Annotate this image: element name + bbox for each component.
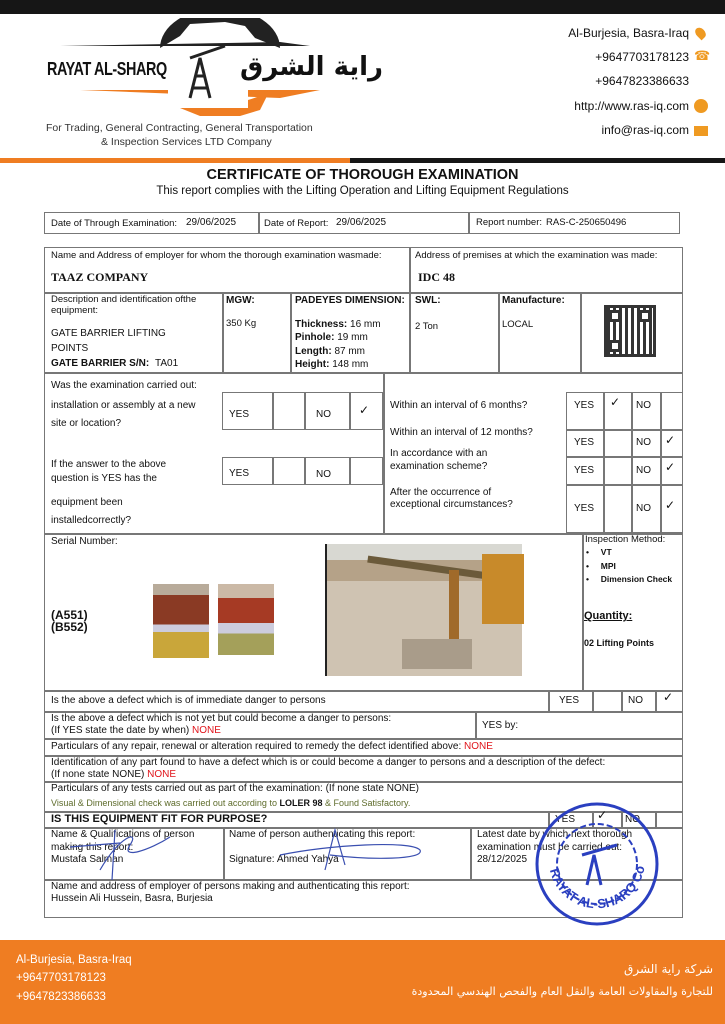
serial-number-label: GATE BARRIER S/N: bbox=[51, 358, 150, 369]
authenticator-signature: Signature: Ahmed Yahya bbox=[229, 854, 339, 865]
immediate-yes: YES bbox=[559, 695, 580, 706]
identification-label-2 bbox=[51, 769, 176, 781]
identification-value: NONE bbox=[147, 769, 177, 780]
immediate-no-checkbox[interactable]: ✓ bbox=[663, 690, 674, 704]
serial-2: (B552) bbox=[51, 620, 88, 634]
report-date-label: Date of Report: bbox=[264, 218, 329, 229]
manufacture-label: Manufacture: bbox=[502, 295, 565, 306]
inspection-method-2: • MPI bbox=[586, 561, 616, 571]
r4-yes: YES bbox=[574, 503, 595, 514]
grid-line bbox=[548, 690, 550, 711]
height bbox=[295, 359, 368, 371]
report-number-value: RAS-C-250650496 bbox=[546, 217, 627, 228]
logo-text-en: RAYAT AL-SHARQ bbox=[47, 59, 167, 79]
r3-no: NO bbox=[636, 465, 651, 476]
swl-label: SWL: bbox=[415, 295, 441, 306]
carried-out-label: Was the examination carried out: bbox=[51, 380, 197, 391]
r4-no: NO bbox=[636, 503, 651, 514]
q1-yes: YES bbox=[229, 409, 250, 420]
employer-value: TAAZ COMPANY bbox=[51, 270, 149, 284]
col-line bbox=[383, 372, 385, 533]
description-label: Description and identification ofthe equipment: bbox=[51, 294, 197, 316]
serial-number-value: TA01 bbox=[155, 358, 179, 369]
padeyes-label: PADEYES DIMENSION: bbox=[295, 295, 405, 306]
method-vt: VT bbox=[600, 547, 612, 557]
question-2-line-2: question is YES has the bbox=[51, 473, 157, 484]
next-exam-date: 28/12/2025 bbox=[477, 854, 528, 865]
grid-line bbox=[272, 392, 274, 430]
maker-label-2: making this report: bbox=[51, 842, 134, 853]
r1-yes-checkbox[interactable]: ✓ bbox=[610, 395, 621, 409]
gate-barrier-photo bbox=[325, 544, 522, 676]
tests-standard: LOLER 98 bbox=[279, 798, 323, 808]
scheme-label-1: In accordance with an bbox=[390, 448, 488, 459]
grid-line bbox=[272, 457, 274, 485]
manufacture-value: LOCAL bbox=[502, 319, 534, 330]
top-bar bbox=[0, 0, 725, 14]
col-line bbox=[409, 247, 411, 372]
col-line bbox=[475, 711, 477, 738]
serial-1: (A551) bbox=[51, 608, 88, 622]
tests-value bbox=[51, 797, 410, 809]
q2-no: NO bbox=[316, 469, 331, 480]
grid-line bbox=[592, 690, 594, 711]
padeye-photo-a551 bbox=[153, 584, 209, 658]
grid-line bbox=[304, 457, 306, 485]
exam-date-label: Date of Through Examination: bbox=[51, 218, 178, 229]
footer-address: Al-Burjesia, Basra-Iraq bbox=[16, 954, 132, 966]
fit-no: NO bbox=[625, 814, 640, 825]
fit-for-purpose-label: IS THIS EQUIPMENT FIT FOR PURPOSE? bbox=[51, 813, 268, 825]
r4-no-checkbox[interactable]: ✓ bbox=[665, 498, 676, 512]
svg-text:RAYAT AL-SHARQ Co. bbox=[532, 800, 648, 911]
length-label: Length: bbox=[295, 346, 332, 357]
employer-label: Name and Address of employer for whom the thorough examination wasmade: bbox=[51, 250, 382, 261]
stamp-text: RAYAT AL-SHARQ Co bbox=[546, 864, 648, 912]
company-logo bbox=[40, 18, 384, 118]
height-label: Height: bbox=[295, 359, 330, 370]
inspection-method-3: • Dimension Check bbox=[586, 574, 673, 584]
email-icon bbox=[694, 126, 708, 136]
col-line bbox=[223, 827, 225, 879]
page-subtitle: This report complies with the Lifting Operation and Lifting Equipment Regulations bbox=[156, 185, 569, 197]
col-line bbox=[498, 292, 500, 372]
repair-label bbox=[51, 741, 493, 753]
yes-by-label: YES by: bbox=[482, 720, 519, 731]
grid-line bbox=[304, 392, 306, 430]
page-title: CERTIFICATE OF THOROUGH EXAMINATION bbox=[206, 167, 519, 183]
method-mpi: MPI bbox=[600, 561, 616, 571]
r3-yes: YES bbox=[574, 465, 595, 476]
inspection-method-label: Inspection Method: bbox=[585, 534, 666, 545]
fit-yes: YES bbox=[555, 814, 576, 825]
qr-code[interactable] bbox=[604, 305, 656, 357]
q1-no: NO bbox=[316, 409, 331, 420]
r1-yes: YES bbox=[574, 400, 595, 411]
grid-line bbox=[631, 392, 633, 533]
grid-line bbox=[621, 690, 623, 711]
thickness-value: 16 mm bbox=[350, 319, 381, 330]
exceptional-label-2: exceptional circumstances? bbox=[390, 499, 513, 510]
immediate-no: NO bbox=[628, 695, 643, 706]
row-line bbox=[44, 372, 683, 374]
header-address: Al-Burjesia, Basra-Iraq bbox=[568, 26, 689, 40]
col-line bbox=[470, 827, 472, 879]
premises-label: Address of premises at which the examination was made: bbox=[415, 250, 658, 261]
logo-text-ar: راية الشرق bbox=[240, 52, 384, 82]
footer-phone-1: +9647703178123 bbox=[16, 972, 106, 984]
question-2-line-1: If the answer to the above bbox=[51, 459, 167, 470]
maker-label-1: Name & Qualifications of person bbox=[51, 829, 195, 840]
premises-value: IDC 48 bbox=[418, 270, 456, 284]
row-line bbox=[44, 738, 683, 740]
tests-text-a: Visual & Dimensional check was carried out according to bbox=[51, 798, 277, 808]
phone-icon: ☎ bbox=[694, 49, 711, 64]
pinhole bbox=[295, 332, 368, 344]
next-exam-label-1: Latest date by which next thorough bbox=[477, 829, 633, 840]
scheme-label-2: examination scheme? bbox=[390, 461, 488, 472]
authenticator-label: Name of person authenticating this report: bbox=[229, 829, 416, 840]
grid-line bbox=[566, 429, 683, 431]
could-become-value: NONE bbox=[192, 725, 221, 736]
inspection-method-1: • VT bbox=[586, 547, 612, 557]
identification-hint: (If none state NONE) bbox=[51, 769, 145, 780]
identification-label-1: Identification of any part found to have a defect which is or could become a danger to persons and a description of the defect: bbox=[51, 757, 606, 768]
location-pin-icon bbox=[693, 26, 708, 41]
grid-line bbox=[349, 457, 351, 485]
q1-no-checkbox[interactable]: ✓ bbox=[359, 403, 370, 417]
company-stamp bbox=[532, 800, 662, 930]
grid-line bbox=[660, 392, 662, 533]
r1-no: NO bbox=[636, 400, 651, 411]
quantity-label: Quantity: bbox=[584, 610, 633, 622]
q2-yes: YES bbox=[229, 468, 250, 479]
thickness bbox=[295, 319, 381, 331]
globe-icon bbox=[694, 99, 708, 113]
exceptional-label-1: After the occurrence of bbox=[390, 487, 492, 498]
question-2-line-3: equipment been bbox=[51, 497, 123, 508]
grid-line bbox=[349, 392, 351, 430]
fit-yes-checkbox[interactable]: ✓ bbox=[597, 808, 608, 822]
tests-label: Particulars of any tests carried out as part of the examination: (If none state NONE) bbox=[51, 783, 419, 794]
repair-value: NONE bbox=[464, 741, 493, 752]
pinhole-value: 19 mm bbox=[337, 332, 368, 343]
tests-text-c: & Found Satisfactory. bbox=[325, 798, 411, 808]
header-divider bbox=[0, 158, 350, 163]
dates-divider bbox=[258, 212, 260, 234]
footer-phone-2: +9647823386633 bbox=[16, 991, 106, 1003]
footer-arabic-name: شركة راية الشرق bbox=[624, 962, 713, 976]
mgw-label: MGW: bbox=[226, 295, 255, 306]
description-line-2: POINTS bbox=[51, 343, 89, 354]
exam-date-value: 29/06/2025 bbox=[186, 217, 237, 228]
header-email: info@ras-iq.com bbox=[601, 123, 689, 137]
could-become-label-1: Is the above a defect which is not yet but could become a danger to persons: bbox=[51, 713, 392, 724]
r2-no: NO bbox=[636, 437, 651, 448]
height-value: 148 mm bbox=[332, 359, 369, 370]
r3-no-checkbox[interactable]: ✓ bbox=[665, 460, 676, 474]
row-line bbox=[44, 690, 683, 692]
question-1-line-2: site or location? bbox=[51, 418, 122, 429]
grid-line bbox=[566, 484, 683, 486]
length-value: 87 mm bbox=[334, 346, 365, 357]
r2-no-checkbox[interactable]: ✓ bbox=[665, 433, 676, 447]
thickness-label: Thickness: bbox=[295, 319, 348, 330]
signature-mustafa bbox=[60, 825, 180, 885]
grid-line bbox=[566, 456, 683, 458]
employer-persons-value: Hussein Ali Hussein, Basra, Burjesia bbox=[51, 893, 213, 904]
footer-arabic-desc: للتجارة والمقاولات العامة والنقل العام والفحص الهندسي المحدودة bbox=[411, 985, 713, 998]
serial-label: Serial Number: bbox=[51, 536, 118, 547]
dates-divider bbox=[468, 212, 470, 234]
could-become-label-2 bbox=[51, 725, 221, 737]
maker-name: Mustafa Salman bbox=[51, 854, 124, 865]
interval-12-label: Within an interval of 12 months? bbox=[390, 427, 533, 438]
signature-ahmed bbox=[270, 825, 430, 875]
could-become-hint: (If YES state the date by when) bbox=[51, 725, 190, 736]
report-number-label: Report number: bbox=[476, 217, 543, 228]
description-line-1: GATE BARRIER LIFTING bbox=[51, 328, 166, 339]
col-line bbox=[290, 292, 292, 372]
header-divider-dark bbox=[350, 158, 725, 163]
question-1-line-1: installation or assembly at a new bbox=[51, 400, 196, 411]
repair-text: Particulars of any repair, renewal or alteration required to remedy the defect identified above: bbox=[51, 741, 462, 752]
grid-line bbox=[655, 690, 657, 711]
method-dimension: Dimension Check bbox=[600, 574, 673, 584]
pinhole-label: Pinhole: bbox=[295, 332, 335, 343]
interval-6-label: Within an interval of 6 months? bbox=[390, 400, 528, 411]
tagline-2: & Inspection Services LTD Company bbox=[101, 136, 272, 148]
padeye-photo-b552 bbox=[218, 584, 274, 655]
immediate-danger-label: Is the above a defect which is of immediate danger to persons bbox=[51, 695, 326, 706]
swl-value: 2 Ton bbox=[415, 321, 439, 332]
question-2-line-4: installedcorrectly? bbox=[51, 515, 132, 526]
header-phone-2: +9647823386633 bbox=[595, 74, 689, 88]
col-line bbox=[580, 292, 582, 372]
tagline-1: For Trading, General Contracting, General Transportation bbox=[46, 122, 313, 134]
employer-persons-label: Name and address of employer of persons making and authenticating this report: bbox=[51, 881, 410, 892]
r2-yes: YES bbox=[574, 437, 595, 448]
report-date-value: 29/06/2025 bbox=[336, 217, 387, 228]
col-line bbox=[222, 292, 224, 372]
next-exam-label-2: examination must be carried out: bbox=[477, 842, 623, 853]
grid-line bbox=[603, 392, 605, 533]
length bbox=[295, 346, 365, 358]
mgw-value: 350 Kg bbox=[226, 318, 257, 329]
header-phone-1: +9647703178123 bbox=[595, 50, 689, 64]
header-website: http://www.ras-iq.com bbox=[574, 99, 689, 113]
quantity-value: 02 Lifting Points bbox=[584, 638, 655, 648]
